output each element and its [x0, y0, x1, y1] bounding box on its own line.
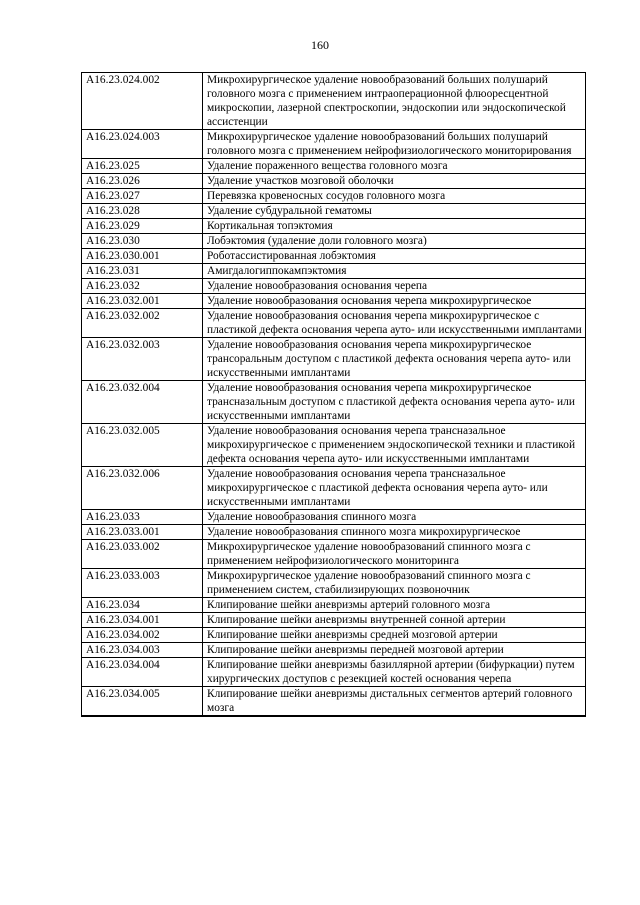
procedure-code: A16.23.034: [82, 598, 203, 613]
procedure-code: A16.23.033: [82, 510, 203, 525]
table-row: [82, 73, 586, 130]
table-row: [82, 130, 586, 159]
procedure-name: Удаление новообразования основания черепа микрохирургическое трансназальным доступом с пластикой дефекта основания черепа ауто- или искусственными имплантами: [203, 381, 586, 424]
procedure-code: A16.23.032.005: [82, 424, 203, 467]
procedure-code: A16.23.032.003: [82, 338, 203, 381]
procedure-name: Удаление новообразования основания черепа: [203, 279, 586, 294]
procedure-name: Удаление новообразования спинного мозга микрохирургическое: [203, 525, 586, 540]
procedure-code: A16.23.034.001: [82, 613, 203, 628]
procedure-code: A16.23.028: [82, 204, 203, 219]
table-row: [82, 381, 586, 424]
procedure-name: Удаление новообразования основания черепа микрохирургическое: [203, 294, 586, 309]
procedure-name: Амигдалогиппокампэктомия: [203, 264, 586, 279]
table-row: [82, 189, 586, 204]
procedure-name: Микрохирургическое удаление новообразований больших полушарий головного мозга с применением интраоперационной флюоресцентной микроскопии, лазерной спектроскопии, эндоскопии или эндоскопической ассистенции: [203, 73, 586, 130]
procedure-code: A16.23.033.001: [82, 525, 203, 540]
procedure-name: Кортикальная топэктомия: [203, 219, 586, 234]
table-row: [82, 249, 586, 264]
procedure-code: A16.23.032: [82, 279, 203, 294]
table-row: [82, 628, 586, 643]
procedure-name: Удаление новообразования основания черепа трансназальное микрохирургическое с применением эндоскопической техники и пластикой дефекта основания черепа ауто- или искусственными имплантами: [203, 424, 586, 467]
procedure-code: A16.23.034.004: [82, 658, 203, 687]
procedure-name: Микрохирургическое удаление новообразований спинного мозга с применением систем, стабилизирующих позвоночник: [203, 569, 586, 598]
procedure-name: Клипирование шейки аневризмы внутренней сонной артерии: [203, 613, 586, 628]
table-row: [82, 338, 586, 381]
procedure-code-table-body: [82, 73, 586, 717]
procedure-code: A16.23.029: [82, 219, 203, 234]
table-row: [82, 219, 586, 234]
procedure-name: Удаление пораженного вещества головного мозга: [203, 159, 586, 174]
procedure-name: Удаление новообразования основания черепа микрохирургическое трансоральным доступом с пластикой дефекта основания черепа ауто- или искусственными имплантами: [203, 338, 586, 381]
procedure-code: A16.23.033.003: [82, 569, 203, 598]
procedure-code: A16.23.027: [82, 189, 203, 204]
procedure-name: Клипирование шейки аневризмы средней мозговой артерии: [203, 628, 586, 643]
procedure-code: A16.23.030.001: [82, 249, 203, 264]
table-row: [82, 294, 586, 309]
table-row: [82, 569, 586, 598]
procedure-name: Удаление субдуральной гематомы: [203, 204, 586, 219]
table-row: [82, 643, 586, 658]
procedure-code: A16.23.032.002: [82, 309, 203, 338]
procedure-name: Клипирование шейки аневризмы дистальных сегментов артерий головного мозга: [203, 687, 586, 717]
table-row: [82, 309, 586, 338]
procedure-name: Удаление новообразования спинного мозга: [203, 510, 586, 525]
procedure-name: Микрохирургическое удаление новообразований больших полушарий головного мозга с применением нейрофизиологического мониторирования: [203, 130, 586, 159]
table-row: [82, 658, 586, 687]
procedure-code: A16.23.032.001: [82, 294, 203, 309]
table-row: [82, 598, 586, 613]
procedure-name: Удаление новообразования основания черепа микрохирургическое с пластикой дефекта основания черепа ауто- или искусственными имплантами: [203, 309, 586, 338]
procedure-name: Перевязка кровеносных сосудов головного мозга: [203, 189, 586, 204]
procedure-code: A16.23.034.002: [82, 628, 203, 643]
procedure-code: A16.23.032.004: [82, 381, 203, 424]
procedure-code: A16.23.024.003: [82, 130, 203, 159]
procedure-name: Роботассистированная лобэктомия: [203, 249, 586, 264]
table-row: [82, 264, 586, 279]
table-row: [82, 279, 586, 294]
procedure-code: A16.23.034.005: [82, 687, 203, 717]
table-row: [82, 540, 586, 569]
procedure-name: Лобэктомия (удаление доли головного мозга): [203, 234, 586, 249]
procedure-name: Удаление новообразования основания черепа трансназальное микрохирургическое с пластикой дефекта основания черепа ауто- или искусственными имплантами: [203, 467, 586, 510]
table-row: [82, 159, 586, 174]
procedure-name: Микрохирургическое удаление новообразований спинного мозга с применением нейрофизиологического мониторинга: [203, 540, 586, 569]
table-row: [82, 510, 586, 525]
procedure-name: Клипирование шейки аневризмы передней мозговой артерии: [203, 643, 586, 658]
table-row: [82, 234, 586, 249]
procedure-code: A16.23.033.002: [82, 540, 203, 569]
procedure-name: Удаление участков мозговой оболочки: [203, 174, 586, 189]
procedure-code: A16.23.031: [82, 264, 203, 279]
procedure-code: A16.23.025: [82, 159, 203, 174]
page-number: 160: [311, 38, 329, 52]
procedure-name: Клипирование шейки аневризмы базиллярной артерии (бифуркации) путем хирургических доступов с резекцией костей основания черепа: [203, 658, 586, 687]
procedure-code: A16.23.024.002: [82, 73, 203, 130]
table-row: [82, 687, 586, 717]
procedure-name: Клипирование шейки аневризмы артерий головного мозга: [203, 598, 586, 613]
procedure-code-table: [81, 72, 586, 717]
table-row: [82, 174, 586, 189]
table-row: [82, 467, 586, 510]
table-row: [82, 424, 586, 467]
table-row: [82, 613, 586, 628]
procedure-code: A16.23.032.006: [82, 467, 203, 510]
procedure-code: A16.23.034.003: [82, 643, 203, 658]
table-row: [82, 204, 586, 219]
procedure-code: A16.23.026: [82, 174, 203, 189]
table-row: [82, 525, 586, 540]
procedure-code: A16.23.030: [82, 234, 203, 249]
